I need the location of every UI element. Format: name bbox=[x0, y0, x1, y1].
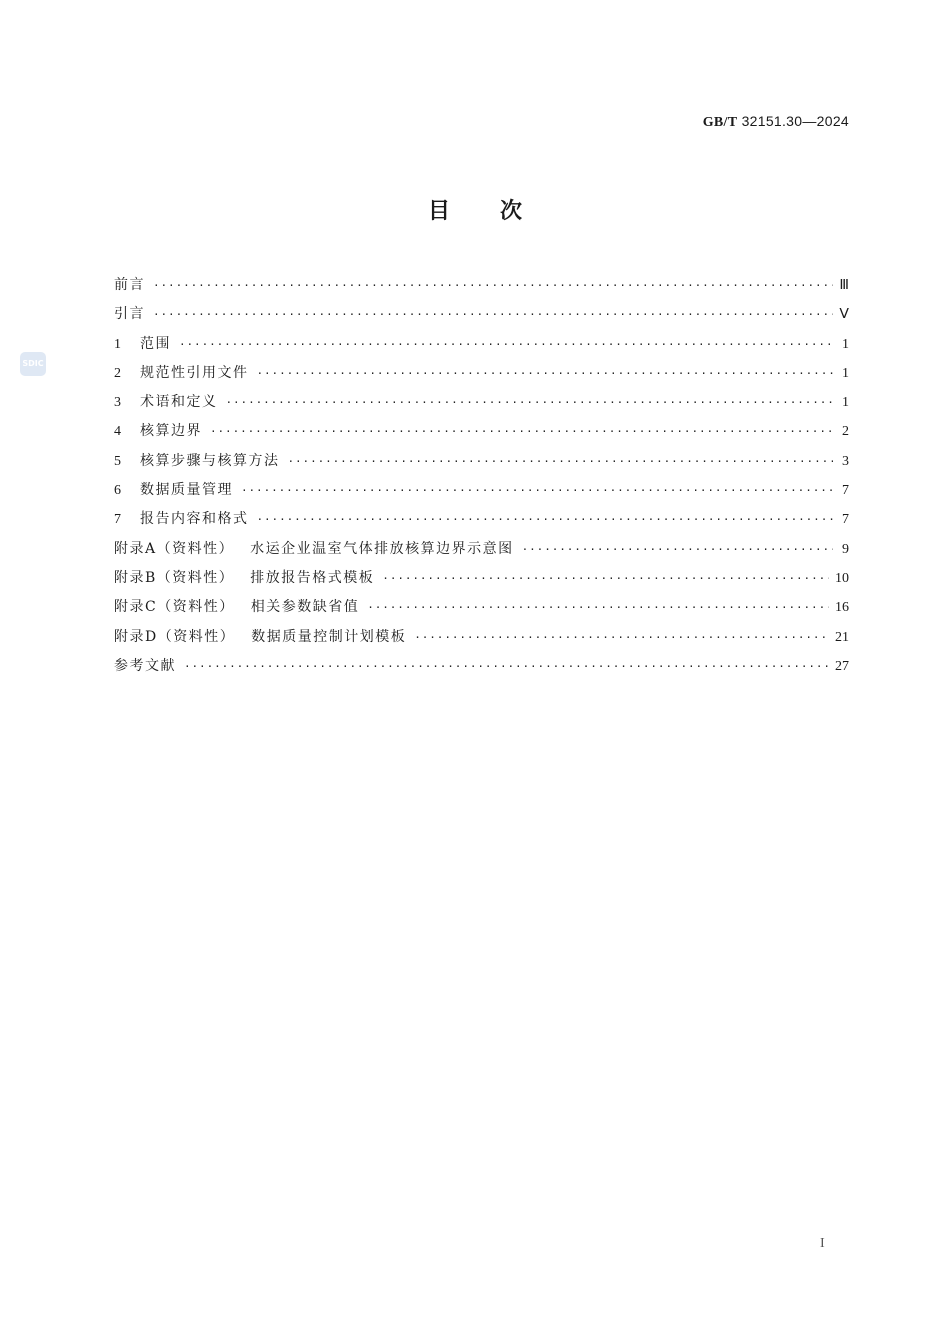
toc-dot-leader bbox=[153, 308, 833, 321]
toc-entry-number: 2 bbox=[114, 365, 121, 381]
toc-entry[interactable] bbox=[114, 420, 849, 449]
toc-entry-label: 排放报告格式模板 bbox=[250, 569, 375, 586]
standard-number bbox=[703, 113, 849, 131]
toc-dot-leader bbox=[257, 513, 834, 526]
toc-entry-appendix-prefix: 附录D（资料性） bbox=[114, 628, 236, 645]
toc-entry-page: 9 bbox=[842, 541, 849, 557]
toc-entry-page: 2 bbox=[842, 424, 849, 440]
toc-entry-label: 参考文献 bbox=[114, 657, 176, 674]
toc-dot-leader bbox=[288, 455, 834, 468]
toc-entry-appendix-prefix: 附录B（资料性） bbox=[114, 569, 235, 586]
toc-entry-number: 5 bbox=[114, 453, 121, 469]
toc-entry-page: Ⅲ bbox=[839, 278, 849, 293]
toc-entry-page: 1 bbox=[842, 365, 849, 381]
toc-entry[interactable] bbox=[114, 391, 849, 420]
toc-dot-leader bbox=[382, 572, 829, 585]
toc-entry[interactable] bbox=[114, 362, 849, 391]
toc-entry-label: 术语和定义 bbox=[140, 394, 218, 411]
toc-dot-leader bbox=[241, 484, 833, 497]
toc-dot-leader bbox=[179, 338, 833, 351]
toc-entry-label: 报告内容和格式 bbox=[140, 511, 249, 528]
watermark-logo: SDIC bbox=[20, 352, 46, 376]
toc-entry-page: 21 bbox=[835, 629, 849, 645]
toc-dot-leader bbox=[184, 660, 829, 673]
toc-entry-label: 核算边界 bbox=[140, 423, 202, 440]
toc-entry-page: 10 bbox=[835, 570, 849, 586]
toc-entry-page: 7 bbox=[842, 483, 849, 499]
toc-entry[interactable] bbox=[114, 479, 849, 508]
toc-entry-number: 3 bbox=[114, 395, 121, 411]
toc-dot-leader bbox=[210, 425, 833, 438]
toc-entry-appendix-prefix: 附录A（资料性） bbox=[114, 540, 235, 557]
toc-entry[interactable] bbox=[114, 655, 849, 684]
page-number: I bbox=[820, 1236, 825, 1251]
toc-entry-label: 核算步骤与核算方法 bbox=[140, 452, 280, 469]
toc-entry-number: 4 bbox=[114, 424, 121, 440]
toc-entry-label: 前言 bbox=[114, 277, 145, 293]
standard-code: 32151.30—2024 bbox=[741, 113, 849, 129]
toc-entry-label: 规范性引用文件 bbox=[140, 364, 249, 381]
toc-entry-number: 6 bbox=[114, 483, 121, 499]
toc-entry-appendix-prefix: 附录C（资料性） bbox=[114, 599, 235, 616]
toc-entry-label: 数据质量控制计划模板 bbox=[251, 628, 407, 645]
toc-dot-leader bbox=[367, 601, 829, 614]
toc-dot-leader bbox=[226, 396, 834, 409]
toc-entry-page: 3 bbox=[842, 453, 849, 469]
toc-entry-number: 1 bbox=[114, 336, 121, 352]
toc-dot-leader bbox=[257, 367, 834, 380]
toc-entry[interactable] bbox=[114, 274, 849, 303]
toc-entry[interactable] bbox=[114, 596, 849, 625]
toc-entry-page: 7 bbox=[842, 512, 849, 528]
standard-prefix: GB/T bbox=[702, 115, 738, 130]
toc-entry-label: 引言 bbox=[114, 306, 145, 323]
toc-entry-label: 水运企业温室气体排放核算边界示意图 bbox=[250, 540, 514, 557]
toc-entry-label: 相关参数缺省值 bbox=[250, 599, 360, 616]
toc-entry[interactable] bbox=[114, 450, 849, 479]
toc-entry[interactable] bbox=[114, 508, 849, 537]
page-title: 目次 bbox=[427, 199, 572, 224]
toc-entry-page: 1 bbox=[842, 336, 849, 352]
toc-entry-number: 7 bbox=[114, 512, 121, 528]
table-of-contents bbox=[114, 274, 849, 684]
toc-entry[interactable] bbox=[114, 303, 849, 332]
toc-entry-page: 1 bbox=[842, 395, 849, 411]
toc-entry[interactable] bbox=[114, 333, 849, 362]
toc-entry-page: 16 bbox=[835, 600, 849, 616]
toc-entry[interactable] bbox=[114, 567, 849, 596]
toc-dot-leader bbox=[153, 279, 833, 292]
toc-entry-label: 数据质量管理 bbox=[140, 482, 233, 499]
toc-entry-label: 范围 bbox=[140, 335, 171, 352]
toc-entry[interactable] bbox=[114, 538, 849, 567]
toc-entry-page: 27 bbox=[835, 658, 849, 674]
toc-dot-leader bbox=[414, 631, 829, 644]
toc-entry[interactable] bbox=[114, 626, 849, 655]
toc-dot-leader bbox=[522, 543, 833, 556]
toc-entry-page: Ⅴ bbox=[839, 307, 849, 323]
